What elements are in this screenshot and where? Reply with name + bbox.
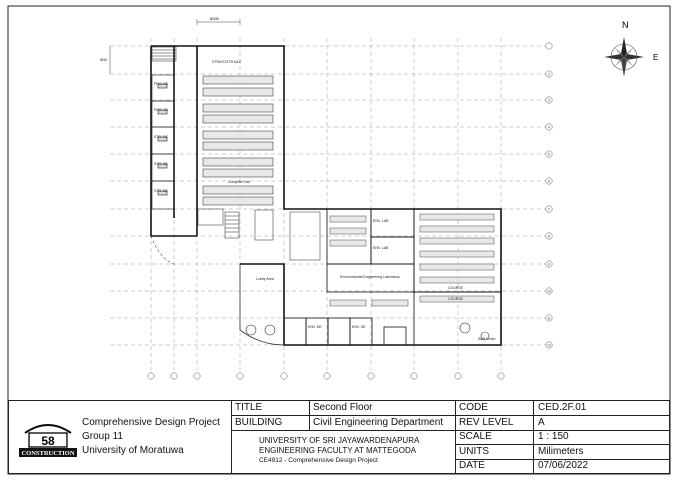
scale-label: SCALE — [459, 431, 492, 442]
room-label: PRG. DE — [154, 82, 169, 86]
room-label: STR. DE — [154, 189, 168, 193]
room-label: ENV. DE — [352, 325, 366, 329]
client-line-1: UNIVERSITY OF SRI JAYAWARDENAPURA — [259, 436, 420, 445]
company-logo — [19, 415, 77, 459]
room-label: COURSE — [448, 286, 463, 290]
grid-number: 7 — [548, 207, 550, 212]
date-value: 07/06/2022 — [538, 460, 589, 471]
title-label: TITLE — [235, 402, 263, 413]
compass-east-label: E — [653, 53, 659, 62]
svg-text:58: 58 — [41, 434, 55, 448]
scale-value: 1 : 150 — [538, 431, 569, 442]
room-label: Computer Lab — [228, 180, 251, 184]
units-value: Milimeters — [538, 446, 584, 457]
room-label: ENV. LAB — [373, 246, 389, 250]
grid-number: 11 — [547, 316, 551, 321]
svg-text:CONSTRUCTION: CONSTRUCTION — [21, 450, 75, 457]
rev-value: A — [538, 417, 545, 428]
grid-bubbles-bottom — [148, 373, 504, 379]
grid-number: 6 — [548, 179, 550, 184]
group-name: Group 11 — [82, 431, 123, 442]
grid-number: 12 — [547, 343, 551, 348]
client-line-2: ENGINEERING FACULTY AT MATTEGODA — [259, 446, 417, 455]
grid-number: 10 — [547, 289, 551, 294]
room-label: Staff Room — [478, 337, 496, 341]
units-label: UNITS — [459, 446, 489, 457]
dimension-top: 6000 — [210, 16, 219, 21]
grid-number: 5 — [548, 152, 550, 157]
grid-number: 4 — [548, 125, 550, 130]
room-label: STR. DE — [154, 135, 168, 139]
room-label: STR. DE — [154, 162, 168, 166]
room-label: COURSE — [448, 297, 463, 301]
date-label: DATE — [459, 460, 485, 471]
room-label: ENV. LAB — [373, 219, 389, 223]
grid-bubbles-right — [546, 43, 552, 348]
title-value: Second Floor — [313, 402, 373, 413]
room-label: Lobby Area — [256, 277, 274, 281]
room-label: STRAYGSTR A&C — [212, 60, 242, 64]
title-block — [8, 400, 670, 474]
stair-top — [152, 47, 176, 61]
building-value: Civil Engineering Department — [313, 417, 444, 428]
code-label: CODE — [459, 402, 488, 413]
room-label: Environmental Engineering Laboratory — [340, 275, 400, 279]
building-label: BUILDING — [235, 417, 283, 428]
compass-icon — [604, 37, 644, 77]
rev-label: REV LEVEL — [459, 417, 514, 428]
lobby-tables — [246, 323, 489, 340]
lab-desk-blocks — [203, 76, 273, 205]
room-label: PRG. DE — [154, 108, 169, 112]
grid-lines — [110, 38, 548, 370]
project-name: Comprehensive Design Project — [82, 417, 220, 428]
room-label: ENV. DE — [308, 325, 322, 329]
grid-number: 3 — [548, 98, 550, 103]
university-name: University of Moratuwa — [82, 445, 184, 456]
dimension-left: 500 — [100, 57, 107, 62]
grid-number: 9 — [548, 262, 550, 267]
client-line-3: CE4912 - Comprehensive Design Project — [259, 457, 378, 464]
grid-number: 2 — [548, 72, 550, 77]
core-stairs — [198, 209, 320, 260]
code-value: CED.2F.01 — [538, 402, 587, 413]
compass-north-label: N — [622, 20, 629, 30]
grid-number: 8 — [548, 234, 550, 239]
